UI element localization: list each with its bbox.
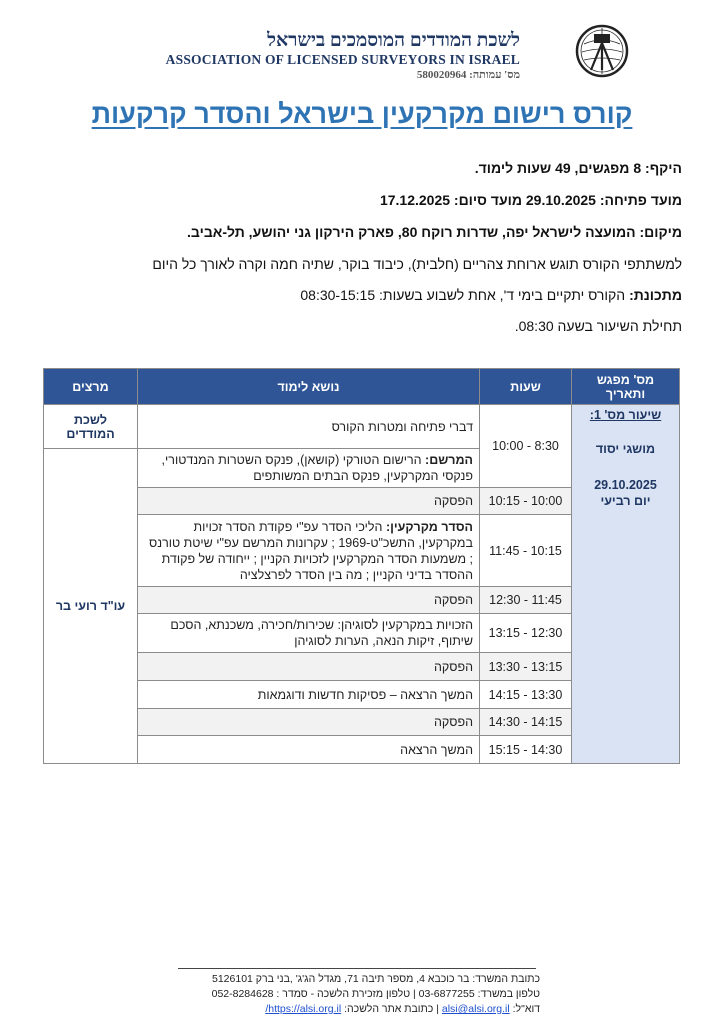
header-hours: שעות <box>480 369 572 405</box>
website-link[interactable]: https://alsi.org.il/ <box>265 1003 342 1015</box>
topic-cell: הפסקה <box>138 488 480 515</box>
presenter-cell-1: לשכת המודדים <box>44 405 138 449</box>
meeting-date: 29.10.2025 <box>594 478 657 492</box>
meeting-day: יום רביעי <box>600 494 651 508</box>
site-label: | כתובת אתר הלשכה: <box>344 1003 439 1015</box>
topic-cell: הזכויות במקרקעין לסוגיהן: שכירות/חכירה, משכנתא, הסכם שיתוף, זיקות הנאה, הערות לסוגיהן <box>138 614 480 653</box>
time-cell: 14:30 - 15:15 <box>480 736 572 764</box>
topic-cell <box>138 515 480 587</box>
header-meeting: מס' מפגש ותאריך <box>572 369 680 405</box>
info-dates <box>42 192 682 208</box>
topic-bold: הסדר מקרקעין: <box>385 519 473 534</box>
time-cell: 12:30 - 13:15 <box>480 614 572 653</box>
meeting-subject: מושגי יסוד <box>595 442 656 456</box>
email-link[interactable]: alsi@alsi.org.il <box>441 1003 510 1015</box>
meeting-cell <box>572 405 680 764</box>
topic-text: הליכי הסדר עפ"י פקודת הסדר זכויות במקרקעין, התשכ"ט-1969 ; עקרונות המרשם עפ"י שיטת טורנס ; משמעות הסדר המקרקעין לזכויות הקניין ; ייחודה של פקודת ההסדר בדיני הקניין ; מה בין הסדר לפרצלציה <box>149 519 473 582</box>
scope-value: 8 מפגשים, 49 שעות לימוד. <box>474 160 642 176</box>
time-cell: 13:30 - 14:15 <box>480 681 572 709</box>
location-value: המועצה לישראל יפה, שדרות רוקח 80, פארק הירקון גני יהושע, תל-אביב. <box>187 224 636 240</box>
topic-bold: המרשם: <box>425 453 473 467</box>
info-start-time: תחילת השיעור בשעה 08:30. <box>514 318 682 334</box>
email-label: דוא"ל: <box>512 1003 540 1015</box>
topic-text: הרישום הטורקי (קושאן), פנקס השטרות המנדטורי, פנקסי המקרקעין, פנקס הבתים המשותפים <box>161 453 473 483</box>
table-row <box>44 405 680 449</box>
topic-text: דברי פתיחה ומטרות הקורס <box>331 419 473 434</box>
topic-cell: המשך הרצאה – פסיקות חדשות ודוגמאות <box>138 681 480 709</box>
table-header-row <box>44 369 680 405</box>
footer-divider <box>178 968 536 969</box>
header-presenters: מרצים <box>44 369 138 405</box>
topic-cell: המשך הרצאה <box>138 736 480 764</box>
location-label: מיקום: <box>639 224 682 240</box>
info-scope <box>42 160 682 176</box>
footer-phones: טלפון במשרד: 03-6877255 | טלפון מזכירת הלשכה - סמדר : 052-8284628 <box>211 988 540 1000</box>
dates-label: מועד פתיחה: <box>599 192 682 208</box>
info-format <box>42 287 682 303</box>
topic-cell <box>138 405 480 449</box>
page-title: קורס רישום מקרקעין בישראל והסדר קרקעות <box>91 99 633 129</box>
time-cell: 11:45 - 12:30 <box>480 587 572 614</box>
header-topic: נושא לימוד <box>138 369 480 405</box>
surveyors-logo-icon <box>574 22 630 80</box>
format-value: הקורס יתקיים בימי ד', אחת לשבוע בשעות: 08:30-15:15 <box>300 287 626 303</box>
presenter-cell-2: עו"ד רועי בר <box>44 449 138 764</box>
topic-cell: הפסקה <box>138 709 480 736</box>
time-cell: 8:30 - 10:00 <box>480 405 572 488</box>
format-label: מתכונת: <box>629 287 682 303</box>
org-name-hebrew: לשכת המודדים המוסמכים בישראל <box>267 30 520 51</box>
time-cell: 13:15 - 13:30 <box>480 653 572 681</box>
topic-cell <box>138 449 480 488</box>
time-cell: 14:15 - 14:30 <box>480 709 572 736</box>
footer-contact <box>140 1003 540 1015</box>
schedule-table <box>43 368 680 764</box>
info-catering: למשתתפי הקורס תוגש ארוחת צהריים (חלבית), כיבוד בוקר, שתיה חמה וקרה לאורך כל היום <box>152 256 682 272</box>
topic-cell: הפסקה <box>138 653 480 681</box>
org-name-english: ASSOCIATION OF LICENSED SURVEYORS IN ISRAEL <box>165 52 520 67</box>
registration-number: מס' עמותה: 580020964 <box>416 69 520 81</box>
scope-label: היקף: <box>645 160 682 176</box>
topic-cell: הפסקה <box>138 587 480 614</box>
footer-address: כתובת המשרד: בר כוכבא 4, מספר תיבה 71, מגדל הג'ג' ,בני ברק 5126101 <box>212 973 540 985</box>
time-cell: 10:00 - 10:15 <box>480 488 572 515</box>
info-location <box>42 224 682 240</box>
time-cell: 10:15 - 11:45 <box>480 515 572 587</box>
meeting-number: שיעור מס' 1: <box>589 408 662 422</box>
dates-value: 29.10.2025 מועד סיום: 17.12.2025 <box>379 192 596 208</box>
